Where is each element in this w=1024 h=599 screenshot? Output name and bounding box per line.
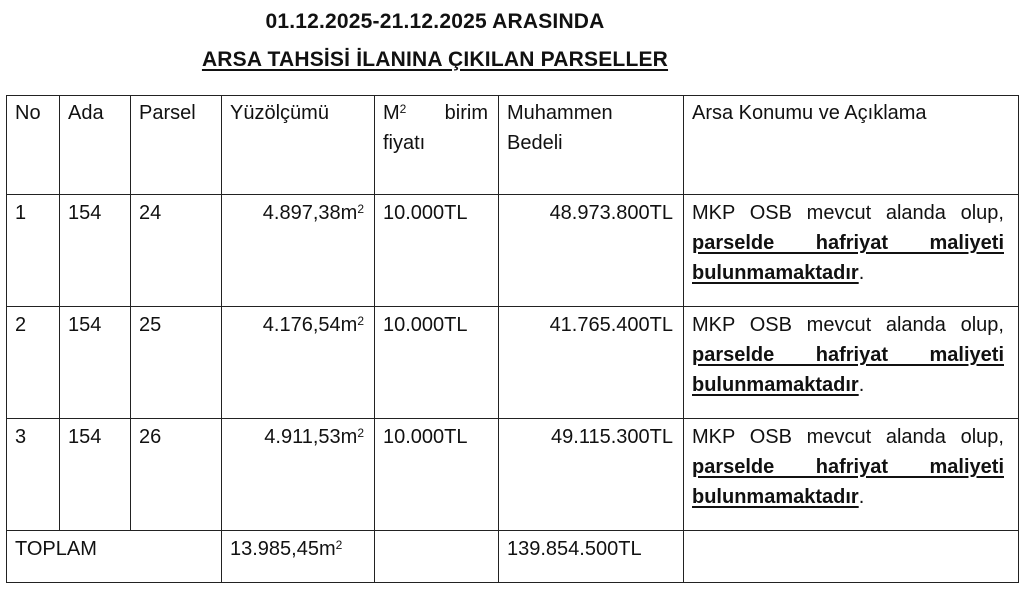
total-birim-fiyat-empty bbox=[375, 531, 499, 583]
cell-no: 1 bbox=[7, 195, 60, 307]
cell-muhammen-bedel: 49.115.300TL bbox=[499, 419, 684, 531]
desc-plain: MKP OSB mevcut alanda olup, bbox=[692, 426, 1004, 448]
desc-plain: MKP OSB mevcut alanda olup, bbox=[692, 314, 1004, 336]
area-unit-sup: 2 bbox=[357, 314, 364, 328]
document-title-line2 bbox=[0, 48, 870, 72]
cell-muhammen-bedel: 48.973.800TL bbox=[499, 195, 684, 307]
desc-bold: parselde hafriyat maliyeti bulunmamaktadır bbox=[692, 456, 1004, 508]
desc-end: . bbox=[858, 262, 865, 284]
cell-no: 3 bbox=[7, 419, 60, 531]
cell-yuzolcumu bbox=[222, 195, 375, 307]
header-muhammen-label: Muhammen bbox=[507, 102, 613, 124]
area-value: 4.176,54m bbox=[262, 314, 358, 336]
document-title-underlined: ARSA TAHSİSİ İLANINA ÇIKILAN PARSELLER bbox=[201, 48, 669, 71]
total-yuzolcumu bbox=[222, 531, 375, 583]
header-parsel: Parsel bbox=[131, 96, 222, 195]
total-aciklama-empty bbox=[684, 531, 1019, 583]
header-aciklama: Arsa Konumu ve Açıklama bbox=[684, 96, 1019, 195]
cell-ada: 154 bbox=[60, 307, 131, 419]
desc-bold: parselde hafriyat maliyeti bulunmamaktadır bbox=[692, 232, 1004, 284]
parcel-table bbox=[6, 95, 1019, 583]
total-area-value: 13.985,45m bbox=[230, 538, 336, 560]
total-muhammen-bedel: 139.854.500TL bbox=[499, 531, 684, 583]
header-ada: Ada bbox=[60, 96, 131, 195]
cell-parsel: 24 bbox=[131, 195, 222, 307]
header-muhammen-bedeli bbox=[499, 96, 684, 195]
cell-birim-fiyat: 10.000TL bbox=[375, 419, 499, 531]
cell-birim-fiyat: 10.000TL bbox=[375, 307, 499, 419]
desc-end: . bbox=[858, 486, 865, 508]
table-header-row bbox=[7, 96, 1019, 195]
header-yuzolcumu: Yüzölçümü bbox=[222, 96, 375, 195]
cell-ada: 154 bbox=[60, 195, 131, 307]
cell-aciklama bbox=[684, 307, 1019, 419]
desc-end: . bbox=[858, 374, 865, 396]
total-label: TOPLAM bbox=[7, 531, 222, 583]
header-m2-birim-fiyati bbox=[375, 96, 499, 195]
header-m2-label: M bbox=[383, 102, 400, 124]
cell-no: 2 bbox=[7, 307, 60, 419]
cell-parsel: 25 bbox=[131, 307, 222, 419]
cell-birim-fiyat: 10.000TL bbox=[375, 195, 499, 307]
cell-aciklama bbox=[684, 419, 1019, 531]
cell-aciklama bbox=[684, 195, 1019, 307]
desc-bold: parselde hafriyat maliyeti bulunmamaktadır bbox=[692, 344, 1004, 396]
table-row bbox=[7, 195, 1019, 307]
cell-yuzolcumu bbox=[222, 419, 375, 531]
cell-muhammen-bedel: 41.765.400TL bbox=[499, 307, 684, 419]
document-title-line1: 01.12.2025-21.12.2025 ARASINDA bbox=[265, 10, 605, 33]
cell-parsel: 26 bbox=[131, 419, 222, 531]
desc-plain: MKP OSB mevcut alanda olup, bbox=[692, 202, 1004, 224]
header-fiyati-label: fiyatı bbox=[383, 132, 426, 154]
table-row bbox=[7, 419, 1019, 531]
total-area-unit-sup: 2 bbox=[335, 538, 343, 552]
area-value: 4.897,38m bbox=[262, 202, 358, 224]
table-row bbox=[7, 307, 1019, 419]
header-m2-sup: 2 bbox=[399, 102, 407, 116]
header-no: No bbox=[7, 96, 60, 195]
area-unit-sup: 2 bbox=[357, 426, 364, 440]
cell-ada: 154 bbox=[60, 419, 131, 531]
cell-yuzolcumu bbox=[222, 307, 375, 419]
header-bedeli-label: Bedeli bbox=[507, 132, 563, 154]
area-unit-sup: 2 bbox=[357, 202, 364, 216]
header-birim-label: birim bbox=[444, 102, 488, 124]
area-value: 4.911,53m bbox=[264, 426, 358, 448]
table-total-row bbox=[7, 531, 1019, 583]
